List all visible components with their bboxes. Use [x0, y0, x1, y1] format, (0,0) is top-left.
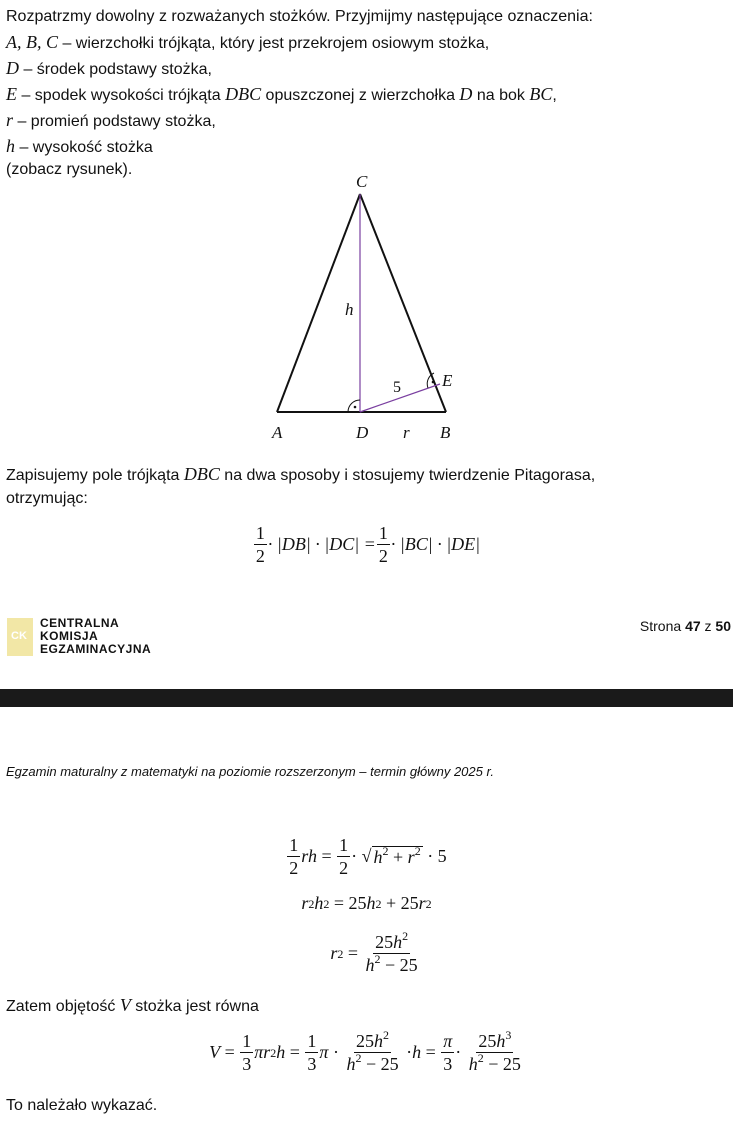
notation-desc: – promień podstawy stożka, [13, 113, 216, 130]
right-angle-dot-e [432, 381, 435, 384]
notation-d [6, 58, 212, 80]
notation-e [6, 84, 557, 106]
equation-r-squared: r 2 = $\frac{25h^2}{h^2 - 25}$ [330, 929, 418, 975]
equation-area [0, 522, 733, 567]
notation-symbol: DBC [225, 84, 262, 104]
cke-logo-text [40, 617, 151, 656]
notation-symbol: h [6, 136, 15, 156]
label-a: A [272, 423, 283, 442]
page-separator [0, 689, 733, 707]
notation-symbol: A, B, C [6, 32, 58, 52]
paragraph-text: na dwa sposoby i stosujemy twierdzenie Pitagorasa, [219, 467, 596, 484]
volume-symbol: V [119, 995, 131, 1015]
paragraph-area-line2: otrzymując: [6, 490, 88, 507]
notation-symbol: E [6, 84, 17, 104]
notation-symbol: BC [529, 84, 553, 104]
notation-desc: , [552, 87, 557, 104]
notation-h [6, 136, 153, 158]
page-number: Strona 47 z 50 [639, 618, 731, 634]
label-five: 5 [393, 379, 401, 396]
notation-desc: – środek podstawy stożka, [19, 61, 212, 78]
thus-volume-text: Zatem objętość V stożka jest równa [6, 995, 259, 1015]
exam-header: Egzamin maturalny z matematyki na poziomie rozszerzonym – termin główny 2025 r. [6, 764, 494, 779]
label-h: h [345, 300, 354, 319]
label-d: D [356, 423, 369, 442]
notation-symbol: D [459, 84, 473, 104]
equation-squared: r 2 h 2 = 25 h 2 + 25 r 2 [301, 893, 432, 913]
triangle-symbol: DBC [183, 464, 220, 484]
notation-desc: na bok [472, 87, 530, 104]
right-angle-dot-d [354, 406, 357, 409]
label-e: E [442, 371, 453, 390]
right-angle-mark-d [348, 400, 360, 412]
fraction-half: $\frac{1}{2}$ [378, 523, 388, 566]
notation-abc [6, 32, 489, 54]
notation-desc: – wysokość stożka [15, 139, 153, 156]
conclusion-text: To należało wykazać. [6, 1097, 158, 1114]
notation-desc: – spodek wysokości trójkąta [17, 87, 226, 104]
label-c: C [356, 172, 368, 191]
notation-r [6, 110, 216, 132]
label-b: B [440, 423, 451, 442]
equation-volume: V = $\frac{1}{3}$ πr 2 h = $\frac{1}{3}$ π · $\frac{25h^2}{h^2 - 25}$ · h = $\frac{\pi}{3}$ · $\frac{25h^3}{h^2 - 25}$ [209, 1028, 521, 1074]
notation-symbol: r [6, 110, 14, 130]
logo-mark-text: CK [11, 630, 27, 642]
notation-desc: opuszczonej z wierzchołka [261, 87, 460, 104]
equation-rhs: · |BC| · |DE| [390, 534, 481, 554]
logo-line: KOMISJA [40, 629, 99, 643]
notation-symbol: D [6, 58, 19, 78]
see-figure-text: (zobacz rysunek). [6, 161, 133, 178]
logo-line: EGZAMINACYJNA [40, 642, 152, 656]
paragraph-area-line1 [6, 464, 595, 486]
cke-logo-mark [7, 618, 33, 656]
fraction-half: $\frac{1}{2}$ [255, 523, 265, 566]
paragraph-text: Zapisujemy pole trójkąta [6, 467, 184, 484]
side-bc [360, 194, 446, 412]
cone-cross-section-figure [260, 170, 480, 445]
intro-text: Rozpatrzmy dowolny z rozważanych stożków. Przyjmijmy następujące oznaczenia: [6, 8, 593, 25]
equation-lhs: · |DB| · |DC| = [267, 534, 376, 554]
equation-rh: $\frac{1}{2}$ rh = $\frac{1}{2}$ · √ $h^2 + r^2$ · 5 [289, 835, 447, 878]
logo-line: CENTRALNA [40, 616, 120, 630]
notation-desc: – wierzchołki trójkąta, który jest przekrojem osiowym stożka, [58, 35, 490, 52]
label-r: r [403, 423, 410, 442]
